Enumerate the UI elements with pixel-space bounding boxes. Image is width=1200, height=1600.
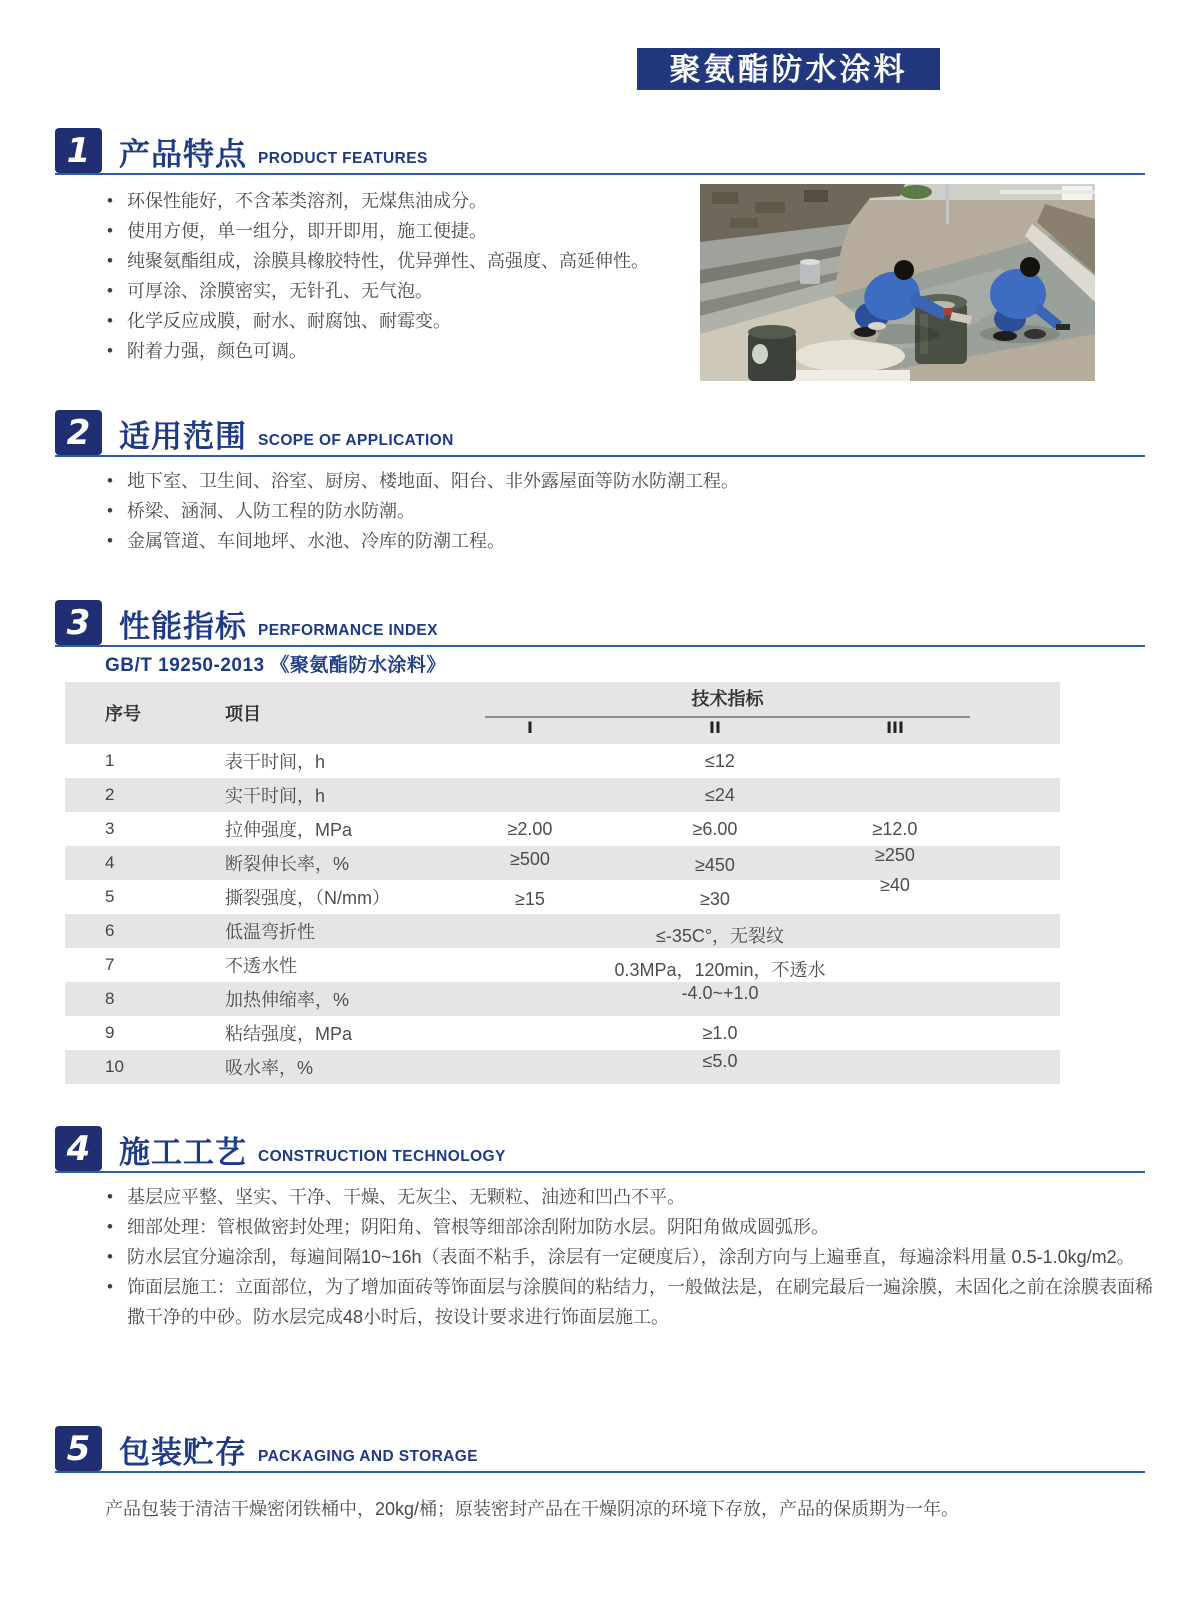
row-value: ≥6.00 (692, 818, 738, 839)
section-title-zh: 性能指标 (119, 609, 247, 644)
table-row (65, 744, 1060, 778)
section-number-badge: 1 (55, 128, 102, 173)
page-title: 聚氨酯防水涂料 (637, 48, 940, 90)
section-number-badge: 4 (55, 1126, 102, 1171)
row-no: 9 (105, 1023, 115, 1042)
section-header-performance (55, 598, 1145, 647)
list-item: • 防水层宜分遍涂刮，每遍间隔10~16h（表面不粘手，涂层有一定硬度后），涂刮方向与上遍垂直，每遍涂料用量 0.5-1.0kg/m2。 (105, 1242, 1153, 1272)
row-value: ≤12 (705, 750, 735, 771)
row-value: ≥12.0 (872, 818, 918, 839)
row-no: 7 (105, 955, 115, 974)
row-value: ≥30 (700, 888, 730, 909)
section-title-zh: 施工工艺 (119, 1135, 247, 1170)
section-number-badge: 3 (55, 600, 102, 645)
section-number-badge: 5 (55, 1426, 102, 1471)
level-header: III (886, 718, 904, 737)
list-item: • 使用方便，单一组分，即开即用，施工便捷。 (105, 216, 690, 246)
row-no: 10 (105, 1057, 124, 1076)
level-header: II (709, 718, 721, 737)
section-header-product-features (55, 126, 1145, 175)
list-item: • 纯聚氨酯组成，涂膜具橡胶特性，优异弹性、高强度、高延伸性。 (105, 246, 690, 276)
row-item: 加热伸缩率，% (225, 990, 350, 1010)
row-value: ≤24 (705, 784, 735, 805)
row-value: ≥450 (695, 854, 735, 875)
section-title-en: PACKAGING AND STORAGE (258, 1448, 478, 1465)
row-value: ≥500 (510, 848, 550, 869)
level-header: I (527, 718, 533, 737)
section-number-badge: 2 (55, 410, 102, 455)
row-no: 4 (105, 853, 115, 872)
row-item: 实干时间，h (225, 786, 326, 806)
row-item: 撕裂强度，（N/mm） (225, 888, 390, 908)
list-item: • 基层应平整、坚实、干净、干燥、无灰尘、无颗粒、油迹和凹凸不平。 (105, 1182, 1153, 1212)
row-item: 不透水性 (225, 956, 297, 976)
row-item: 表干时间，h (225, 752, 326, 772)
row-value: -4.0~+1.0 (681, 982, 759, 1003)
row-value: ≥250 (875, 844, 915, 865)
row-value: ≥15 (515, 888, 545, 909)
product-photo-image (700, 184, 1095, 381)
list-item: • 地下室、卫生间、浴室、厨房、楼地面、阳台、非外露屋面等防水防潮工程。 (105, 466, 1145, 496)
row-value: ≥40 (880, 874, 910, 895)
row-item: 断裂伸长率，% (225, 854, 350, 874)
tech-index-header: 技术指标 (485, 682, 970, 718)
col-header-item: 项目 (225, 704, 261, 724)
list-item: • 桥梁、涵洞、人防工程的防水防潮。 (105, 496, 1145, 526)
section-title-en: SCOPE OF APPLICATION (258, 432, 454, 449)
row-item: 拉伸强度，MPa (225, 820, 353, 840)
section-title-zh: 产品特点 (119, 137, 247, 172)
table-header (65, 682, 1060, 744)
table-row (65, 874, 1060, 914)
list-item: • 饰面层施工：立面部位，为了增加面砖等饰面层与涂膜间的粘结力，一般做法是，在刷完最后一遍涂膜，未固化之前在涂膜表面稀撒干净的中砂。防水层完成48小时后，按设计要求进行饰面层施工。 (105, 1272, 1153, 1332)
row-value: ≤-35C°，无裂纹 (655, 926, 785, 946)
row-no: 8 (105, 989, 115, 1008)
performance-table (65, 682, 1060, 1084)
row-item: 低温弯折性 (225, 922, 315, 942)
list-item: • 附着力强，颜色可调。 (105, 336, 690, 366)
table-row (65, 982, 1060, 1016)
construction-list (105, 1182, 1153, 1332)
coating-barrel (748, 325, 796, 381)
list-item: • 化学反应成膜，耐水、耐腐蚀、耐霉变。 (105, 306, 690, 336)
row-value: ≥1.0 (702, 1022, 738, 1043)
row-no: 1 (105, 751, 115, 770)
col-header-index: 序号 (105, 704, 141, 724)
row-item: 粘结强度，MPa (225, 1024, 353, 1044)
paint-bucket (800, 259, 820, 284)
table-row (65, 778, 1060, 812)
table-row (65, 812, 1060, 846)
row-value: ≤5.0 (702, 1050, 738, 1071)
row-item: 吸水率，% (225, 1058, 314, 1078)
table-row (65, 1016, 1060, 1050)
list-item: • 可厚涂、涂膜密实，无针孔、无气泡。 (105, 276, 690, 306)
row-value: 0.3MPa，120min，不透水 (614, 960, 826, 980)
section-header-packaging (55, 1424, 1145, 1473)
scope-list (105, 466, 1145, 556)
section-title-en: PRODUCT FEATURES (258, 150, 428, 167)
section-title-en: PERFORMANCE INDEX (258, 622, 438, 639)
section-header-construction (55, 1124, 1145, 1173)
row-no: 2 (105, 785, 115, 804)
row-value: ≥2.00 (507, 818, 553, 839)
storage-paragraph: 产品包装于清洁干燥密闭铁桶中，20kg/桶；原装密封产品在干燥阴凉的环境下存放，产品的保质期为一年。 (105, 1499, 960, 1519)
list-item: • 金属管道、车间地坪、水池、冷库的防潮工程。 (105, 526, 1145, 556)
standard-reference: GB/T 19250-2013 《聚氨酯防水涂料》 (105, 655, 446, 676)
list-item: • 细部处理：管根做密封处理；阴阳角、管根等细部涂刮附加防水层。阴阳角做成圆弧形。 (105, 1212, 1153, 1242)
section-title-zh: 包装贮存 (119, 1435, 247, 1470)
table-row (65, 914, 1060, 948)
row-no: 5 (105, 887, 115, 906)
section-title-zh: 适用范围 (119, 419, 247, 454)
table-row (65, 1050, 1060, 1084)
row-no: 3 (105, 819, 115, 838)
list-item: • 环保性能好，不含苯类溶剂，无煤焦油成分。 (105, 186, 690, 216)
roof-coating-scene (700, 184, 1095, 381)
table-row (65, 948, 1060, 982)
row-no: 6 (105, 921, 115, 940)
section-title-en: CONSTRUCTION TECHNOLOGY (258, 1148, 506, 1165)
product-features-list (105, 186, 690, 366)
section-header-scope (55, 408, 1145, 457)
